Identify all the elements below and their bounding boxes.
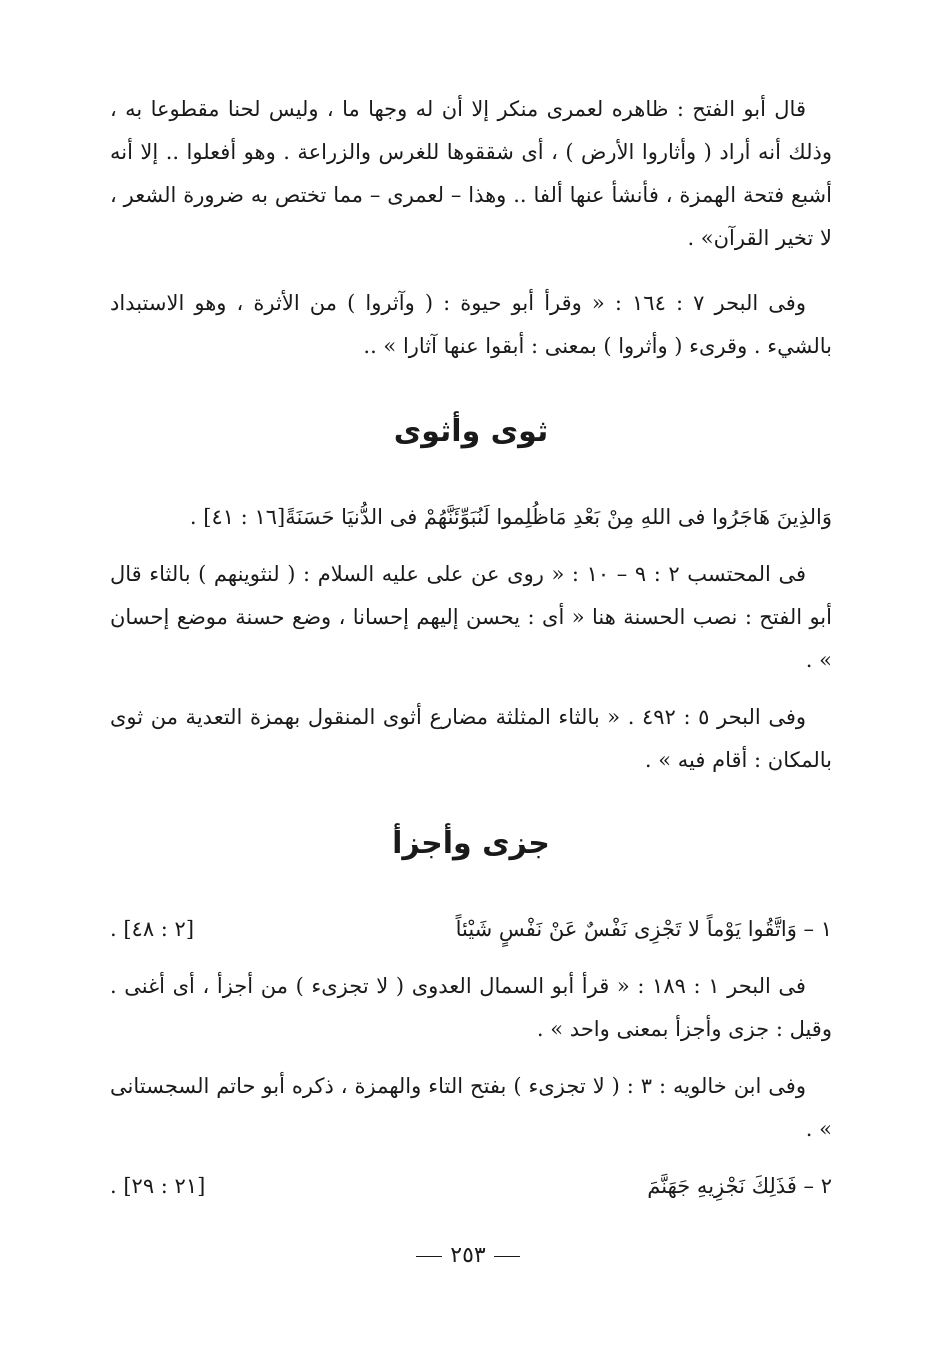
verse-thawa: وَالذِينَ هَاجَرُوا فى اللهِ مِنْ بَعْدِ مَاظُلِموا لَنُبَوِّئَنَّهُمْ فى الدُّنيَا حَسَنَةً[١٦ : ٤١] . bbox=[189, 505, 832, 529]
heading-thawa: ثوى وأثوى bbox=[393, 414, 549, 449]
verse-jaza-2 bbox=[110, 1165, 832, 1208]
verse-jaza-1-text: ١ – وَاتَّقُوا يَوْماً لا تَجْزِى نَفْسٌ عَنْ نَفْسٍ شَيْئاً bbox=[455, 917, 832, 941]
verse-jaza-1-reference: [٢ : ٤٨] . bbox=[110, 917, 195, 941]
paragraph-intro-2: وفى البحر ٧ : ١٦٤ : « وقرأ أبو حيوة : ( وآثروا ) من الأثرة ، وهو الاستبداد بالشيء . وقرىء ( وأثروا ) بمعنى : أبقوا عنها آثارا » .. bbox=[110, 291, 832, 358]
verse-jaza-1 bbox=[110, 908, 832, 951]
heading-jaza: جزى وأجزأ bbox=[392, 826, 550, 861]
document-page bbox=[110, 88, 832, 1358]
paragraph-jaza-2: وفى ابن خالويه : ٣ : ( لا تجزىء ) بفتح التاء والهمزة ، ذكره أبو حاتم السجستانى » . bbox=[110, 1074, 832, 1141]
paragraph-jaza-1: فى البحر ١ : ١٨٩ : « قرأ أبو السمال العدوى ( لا تجزىء ) من أجزأ ، أى أغنى . وقيل : جزى وأجزأ بمعنى واحد » . bbox=[110, 974, 832, 1041]
page-number-value: ٢٥٣ bbox=[450, 1243, 486, 1268]
verse-jaza-2-text: ٢ – فَذَلِكَ نَجْزِيهِ جَهَنَّمَ bbox=[647, 1174, 832, 1198]
page-number-dash-right bbox=[494, 1256, 520, 1257]
paragraph-thawa-1: فى المحتسب ٢ : ٩ – ١٠ : « روى عن على عليه السلام : ( لنثوينهم ) بالثاء قال أبو الفتح : نصب الحسنة هنا « أى : يحسن إليهم إحسانا ، وضع حسنة موضع إحسان » . bbox=[110, 562, 832, 672]
paragraph-thawa-2: وفى البحر ٥ : ٤٩٢ . « بالثاء المثلثة مضارع أثوى المنقول بهمزة التعدية من ثوى بالمكان : أقام فيه » . bbox=[110, 705, 832, 772]
page-number bbox=[0, 1243, 936, 1268]
verse-jaza-2-reference: [٢١ : ٢٩] . bbox=[110, 1174, 206, 1198]
page-number-dash-left bbox=[416, 1256, 442, 1257]
paragraph-intro-1: قال أبو الفتح : ظاهره لعمرى منكر إلا أن له وجها ما ، وليس لحنا مقطوعا به ، وذلك أنه أراد ( وأثاروا الأرض ) ، أى شققوها للغرس والزراعة . وهو أفعلوا .. إلا أنه أشبع فتحة الهمزة ، فأنشأ عنها ألفا .. وهذا – لعمرى – مما تختص به ضرورة الشعر ، لا تخير القرآن» . bbox=[110, 97, 832, 250]
